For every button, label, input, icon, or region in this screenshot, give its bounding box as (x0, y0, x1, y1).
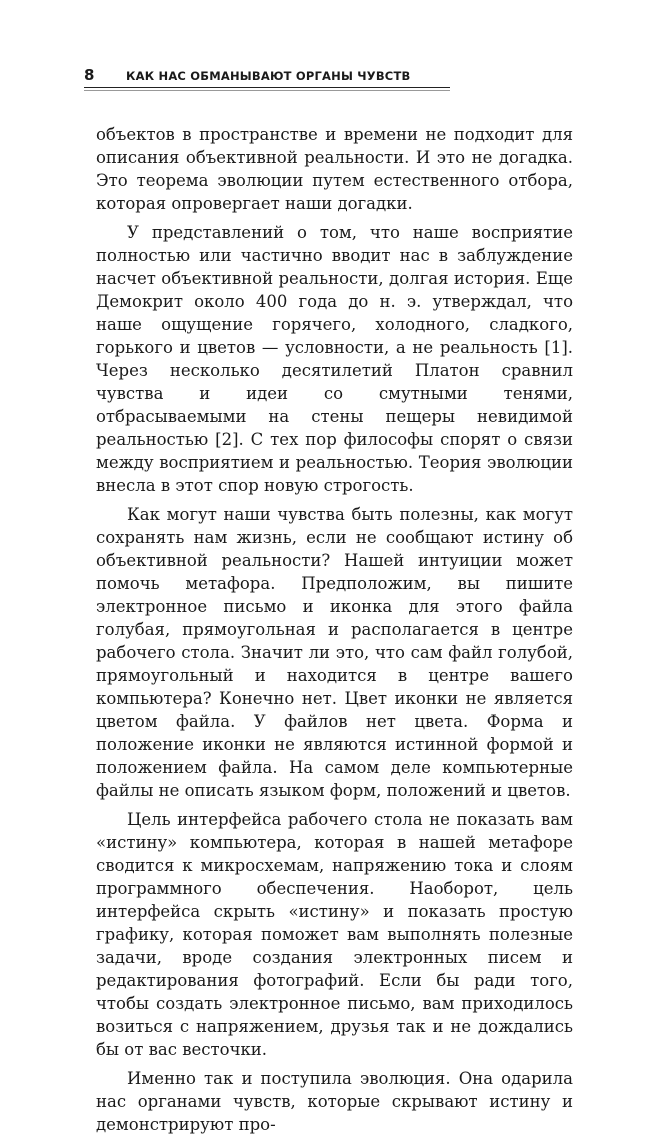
paragraph: Как могут наши чувства быть полезны, как могут сохранять нам жизнь, если не сообщают истину об объективной реальности? Нашей интуиции может помочь метафора. Предположим, вы пишите электронное письмо и иконка для этого файла голубая, прямоугольная и располагается в центре рабочего стола. Значит ли это, что сам файл голубой, прямоугольный и находится в центре вашего компьютера? Конечно нет. Цвет иконки не является цветом файла. У файлов нет цвета. Форма и положение иконки не являются истинной формой и положением файла. На самом деле компьютерные файлы не описать языком форм, положений и цветов. (96, 505, 573, 800)
body-text (96, 123, 573, 1142)
running-title: КАК НАС ОБМАНЫВАЮТ ОРГАНЫ ЧУВСТВ (126, 69, 411, 83)
paragraph: объектов в пространстве и времени не подходит для описания объективной реальности. И это не догадка. Это теорема эволюции путем естественного отбора, которая опровергает наши догадки. (96, 125, 573, 213)
header-rule-secondary (84, 90, 450, 91)
header-rule (84, 87, 450, 88)
paragraph: Цель интерфейса рабочего стола не показать вам «истину» компьютера, которая в нашей метафоре сводится к микросхемам, напряжению тока и слоям программного обеспечения. Наоборот, цель интерфейса скрыть «истину» и показать простую графику, которая поможет вам выполнять полезные задачи, вроде создания электронных писем и редактирования фотографий. Если бы ради того, чтобы создать электронное письмо, вам приходилось возиться с напряжением, друзья так и не дождались бы от вас весточки. (96, 810, 573, 1059)
paragraph: Именно так и поступила эволюция. Она одарила нас органами чувств, которые скрывают истину и демонстрируют про- (96, 1069, 573, 1134)
page-number: 8 (84, 66, 95, 84)
paragraph: У представлений о том, что наше восприятие полностью или частично вводит нас в заблуждение насчет объективной реальности, долгая история. Еще Демокрит около 400 года до н. э. утверждал, что наше ощущение горячего, холодного, сладкого, горького и цветов — условности, а не реальность [1]. Через несколько десятилетий Платон сравнил чувства и идеи со смутными тенями, отбрасываемыми на стены пещеры невидимой реальностью [2]. С тех пор философы спорят о связи между восприятием и реальностью. Теория эволюции внесла в этот спор новую строгость. (96, 223, 573, 495)
running-head (84, 66, 450, 90)
